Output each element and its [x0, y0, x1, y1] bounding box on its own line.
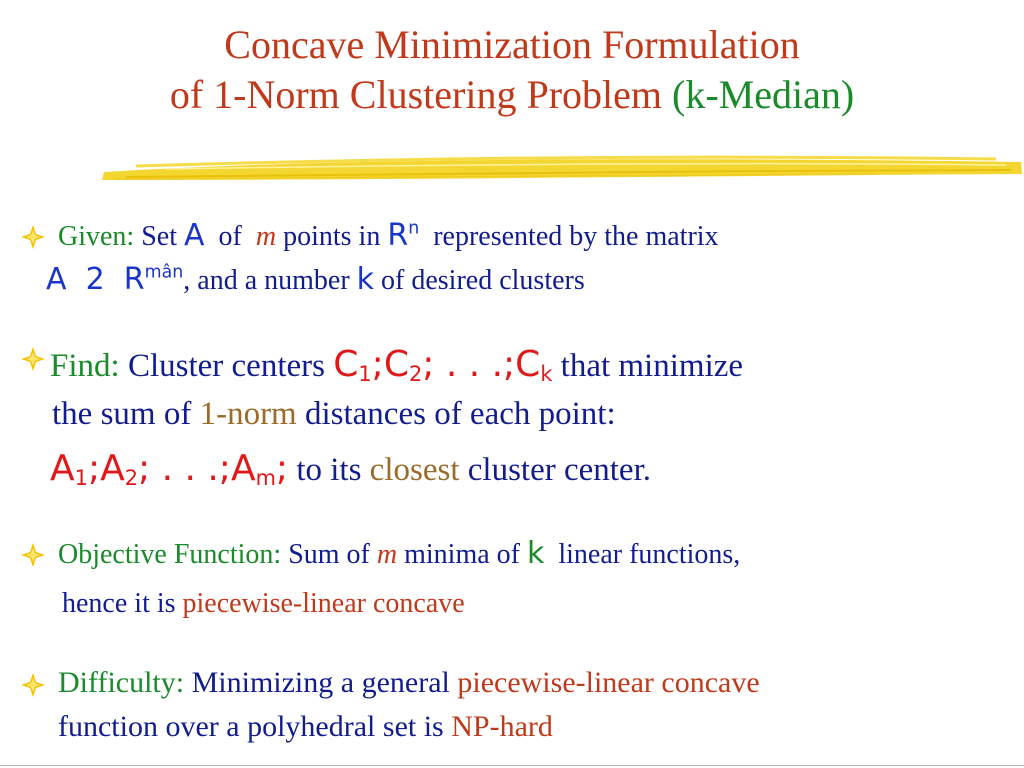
- objective-text-2: minima of: [404, 539, 520, 570]
- set-a-symbol: A: [184, 218, 205, 253]
- given-label: Given:: [58, 221, 135, 252]
- difficulty-line-1: [58, 666, 760, 700]
- find-text-3: the sum of: [52, 396, 192, 432]
- difficulty-line-2: [58, 710, 553, 744]
- find-text-7: closest: [369, 452, 460, 488]
- find-text-2: that minimize: [560, 348, 744, 384]
- slide-title-line-1: Concave Minimization Formulation: [224, 22, 800, 67]
- find-line-2: [52, 396, 616, 433]
- cluster-centers-expression: $C_1;C_2$; . . $.;C_k$: [333, 344, 553, 387]
- objective-k: k: [526, 536, 545, 571]
- find-line-1: [50, 344, 743, 386]
- objective-line-1: [58, 536, 740, 571]
- diamond-star-bullet-icon: [20, 672, 46, 698]
- objective-text-5: piecewise-linear concave: [182, 588, 465, 619]
- find-text-1: Cluster centers: [127, 348, 325, 384]
- objective-text-3: linear functions,: [558, 539, 741, 570]
- objective-line-2: [62, 588, 465, 620]
- slide-bottom-divider: [0, 765, 1024, 766]
- find-text-5: distances of each point:: [304, 396, 616, 432]
- objective-text-4: hence it is: [62, 588, 176, 619]
- given-line-1: [58, 218, 719, 253]
- find-text-8: cluster center.: [467, 452, 651, 488]
- given-text-5: , and a number: [183, 265, 350, 296]
- slide-title-line-2: [0, 72, 1024, 118]
- diamond-star-bullet-icon: [20, 224, 46, 250]
- difficulty-text-2: piecewise-linear concave: [457, 666, 760, 699]
- diamond-star-bullet-icon: [20, 542, 46, 568]
- find-label: Find:: [50, 348, 120, 384]
- objective-text-1: Sum of: [288, 539, 370, 570]
- given-text-3: points in: [283, 221, 381, 252]
- find-text-6: to its: [296, 452, 362, 488]
- matrix-membership-expression: A 2 $R^{mân}$: [46, 262, 184, 297]
- diamond-star-bullet-icon: [20, 346, 46, 372]
- given-text-6: of desired clusters: [381, 265, 585, 296]
- given-m: m: [255, 221, 277, 252]
- yellow-brush-stroke: [96, 146, 1024, 188]
- points-expression: $A_1;A_2$; . . $.;A_m$;: [50, 448, 289, 491]
- title-part-1: of 1-Norm Clustering Problem: [169, 72, 672, 117]
- difficulty-text-3: function over a polyhedral set is: [58, 710, 444, 743]
- objective-m: m: [376, 539, 398, 570]
- title-part-2: (k-Median): [672, 72, 855, 117]
- given-text-2: of: [218, 221, 242, 252]
- difficulty-text-1: Minimizing a general: [191, 666, 450, 699]
- given-text-1: Set: [141, 221, 177, 252]
- objective-label: Objective Function:: [58, 539, 282, 570]
- find-line-3: [50, 448, 651, 490]
- given-text-4: represented by the matrix: [433, 221, 719, 252]
- given-line-2: [46, 262, 585, 297]
- k-symbol: k: [356, 262, 375, 297]
- difficulty-label: Difficulty:: [58, 666, 185, 699]
- real-space-symbol: $R^n$: [387, 218, 420, 253]
- difficulty-text-4: NP-hard: [451, 710, 553, 743]
- find-text-4: 1-norm: [199, 396, 297, 432]
